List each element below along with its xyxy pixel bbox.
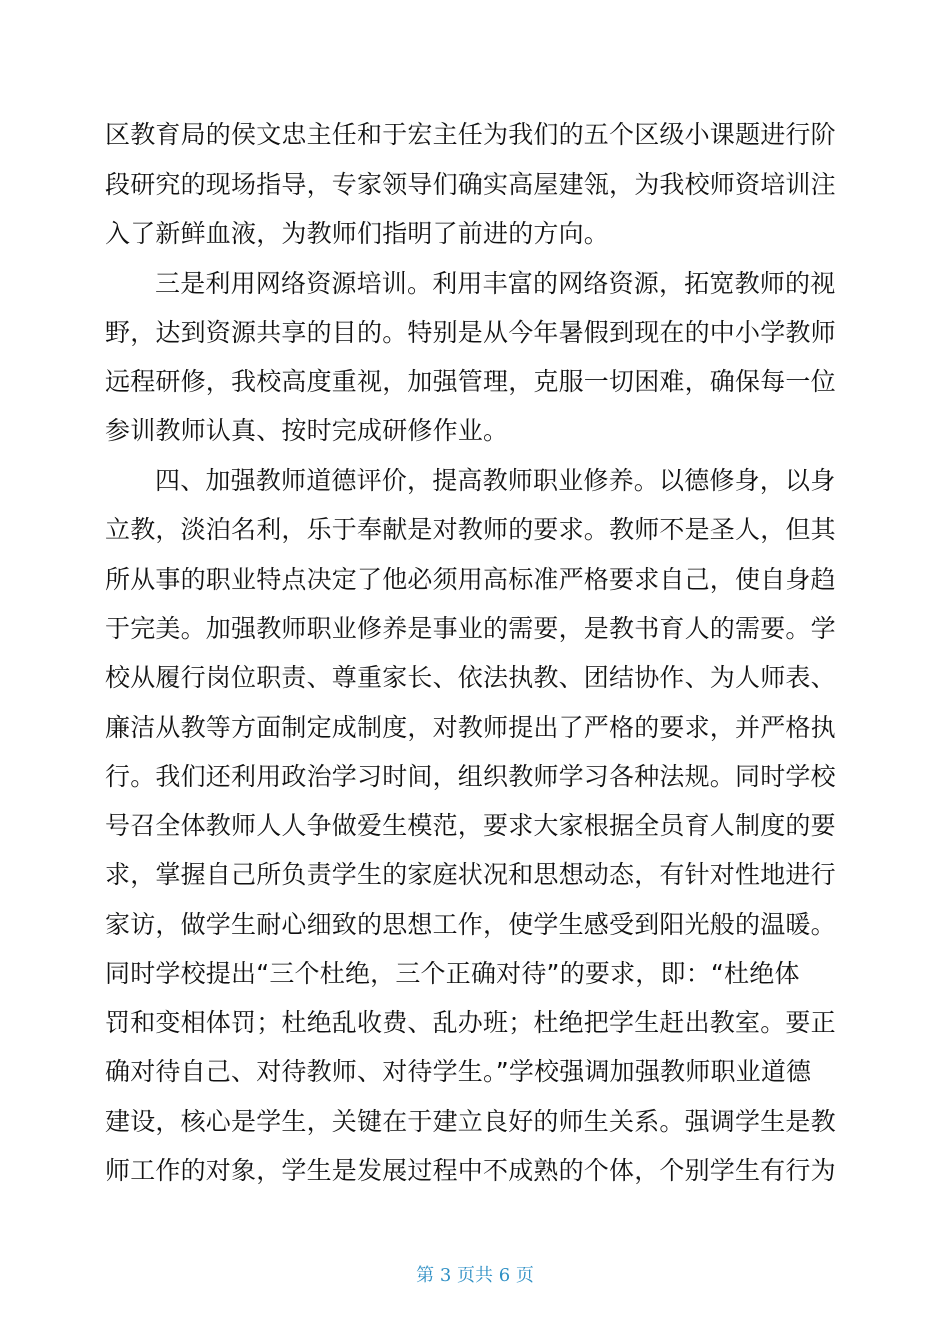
text-line-20: 确对待自己、对待教师、对待学生。”学校强调加强教师职业道德 <box>105 1057 812 1086</box>
text-line-12: 校从履行岗位职责、尊重家长、依法执教、团结协作、为人师表、 <box>105 663 836 692</box>
page-number-footer: 第 3 页共 6 页 <box>416 1265 534 1286</box>
text-line-8: 四、加强教师道德评价，提高教师职业修养。以德修身，以身 <box>155 466 836 495</box>
text-line-21: 建设，核心是学生，关键在于建立良好的师生关系。强调学生是教 <box>105 1107 836 1136</box>
text-line-3: 入了新鲜血液，为教师们指明了前进的方向。 <box>105 219 610 248</box>
text-line-17: 家访，做学生耐心细致的思想工作，使学生感受到阳光般的温暖。 <box>105 910 836 939</box>
text-line-7: 参训教师认真、按时完成研修作业。 <box>105 416 509 445</box>
text-line-6: 远程研修，我校高度重视，加强管理，克服一切困难，确保每一位 <box>105 367 836 396</box>
text-line-15: 号召全体教师人人争做爱生模范，要求大家根据全员育人制度的要 <box>105 811 836 840</box>
text-line-5: 野，达到资源共享的目的。特别是从今年暑假到现在的中小学教师 <box>105 318 836 347</box>
text-line-4: 三是利用网络资源培训。利用丰富的网络资源，拓宽教师的视 <box>155 269 836 298</box>
text-line-1: 区教育局的侯文忠主任和于宏主任为我们的五个区级小课题进行阶 <box>105 120 836 149</box>
text-line-9: 立教，淡泊名利，乐于奉献是对教师的要求。教师不是圣人，但其 <box>105 515 836 544</box>
text-line-22: 师工作的对象，学生是发展过程中不成熟的个体，个别学生有行为 <box>105 1156 836 1185</box>
text-line-2: 段研究的现场指导，专家领导们确实高屋建瓴，为我校师资培训注 <box>105 170 836 199</box>
text-line-14: 行。我们还利用政治学习时间，组织教师学习各种法规。同时学校 <box>105 762 836 791</box>
text-line-18: 同时学校提出“三个杜绝，三个正确对待”的要求，即：“杜绝体 <box>105 959 800 988</box>
text-line-19: 罚和变相体罚；杜绝乱收费、乱办班；杜绝把学生赶出教室。要正 <box>105 1008 836 1037</box>
text-line-10: 所从事的职业特点决定了他必须用高标准严格要求自己，使自身趋 <box>105 565 836 594</box>
text-line-11: 于完美。加强教师职业修养是事业的需要，是教书育人的需要。学 <box>105 614 836 643</box>
text-line-16: 求，掌握自己所负责学生的家庭状况和思想动态，有针对性地进行 <box>105 860 836 889</box>
text-line-13: 廉洁从教等方面制定成制度，对教师提出了严格的要求，并严格执 <box>105 713 836 742</box>
